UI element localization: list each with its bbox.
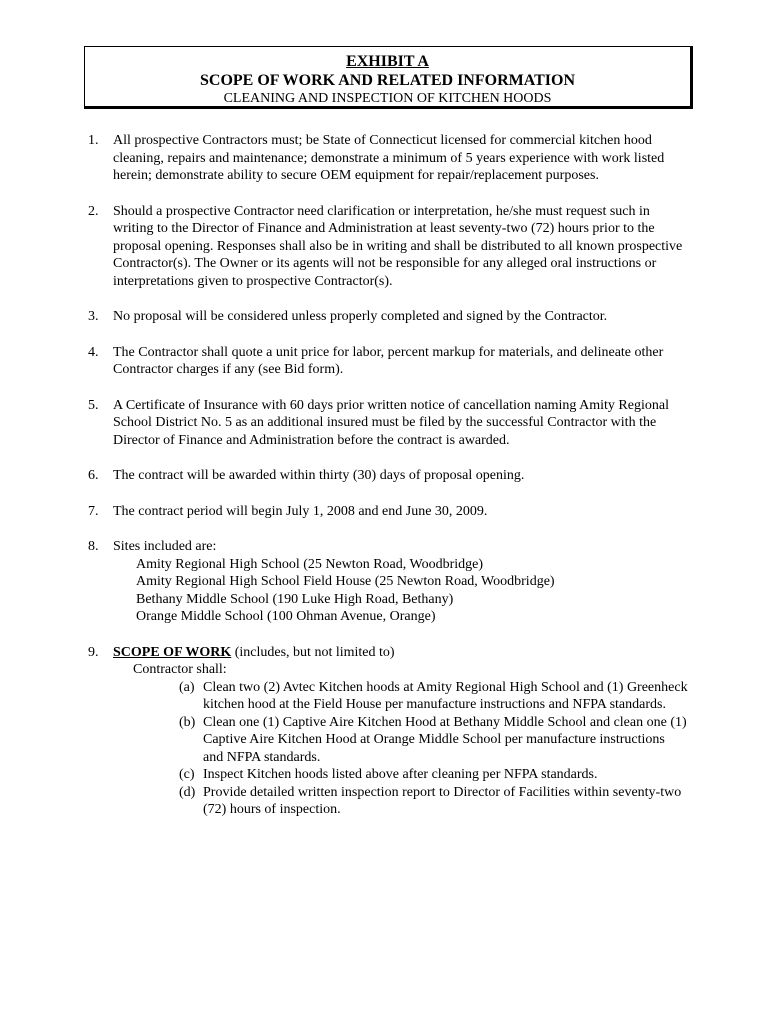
task-text: Clean two (2) Avtec Kitchen hoods at Amity Regional High School and (1) Greenheck kitchen hood at the Field House per manufacture instructions and NFPA standards. [203,679,688,712]
requirements-list [88,132,688,837]
exhibit-header-box [84,46,693,109]
task-text: Inspect Kitchen hoods listed above after cleaning per NFPA standards. [203,767,598,782]
scope-task [113,784,688,819]
list-item [88,467,688,485]
list-item [88,203,688,291]
item-number: 8. [88,539,99,554]
task-label: (b) [179,714,196,730]
scope-item [88,644,688,819]
scope-intro: Contractor shall: [133,662,227,677]
scope-title-suffix: (includes, but not limited to) [231,644,395,660]
item-number: 2. [88,203,99,219]
item-number: 1. [88,133,99,148]
sites-item [88,538,688,626]
item-text: A Certificate of Insurance with 60 days prior written notice of cancellation naming Amity Regional School District No. 5 as an additional insured must be filed by the successful Contractor with the Director of Finance and Administration before the contract is awarded. [113,397,669,448]
task-label: (a) [179,679,195,695]
scope-task [113,714,688,767]
item-text: The contract period will begin July 1, 2008 and end June 30, 2009. [113,503,488,519]
list-item [88,397,688,450]
scope-heading [113,644,688,662]
site-entry: Amity Regional High School (25 Newton Road, Woodbridge) [136,556,484,572]
list-item [88,132,688,185]
item-text: The contract will be awarded within thirty (30) days of proposal opening. [113,468,525,483]
item-number: 7. [88,503,99,519]
exhibit-label: EXHIBIT A [346,53,429,70]
task-label: (d) [179,784,196,800]
item-number: 6. [88,468,99,483]
task-text: Provide detailed written inspection report to Director of Facilities within seventy-two (72) hours of inspection. [203,784,682,817]
scope-title: SCOPE OF WORK [113,644,232,660]
item-number: 9. [88,644,99,660]
site-entry: Bethany Middle School (190 Luke High Road, Bethany) [136,591,454,607]
site-entry: Amity Regional High School Field House (25 Newton Road, Woodbridge) [136,574,555,589]
list-item [88,344,688,379]
item-number: 4. [88,344,99,360]
item-text: All prospective Contractors must; be State of Connecticut licensed for commercial kitchen hood cleaning, repairs and maintenance; demonstrate a minimum of 5 years experience with work listed herein; demonstrate ability to secure OEM equipment for repair/replacement purposes. [113,133,665,183]
item-text: No proposal will be considered unless properly completed and signed by the Contractor. [113,309,608,324]
scope-task [113,679,688,714]
list-item [88,503,688,521]
document-subtitle: CLEANING AND INSPECTION OF KITCHEN HOODS [223,91,552,106]
list-item [88,308,688,326]
document-title: SCOPE OF WORK AND RELATED INFORMATION [200,72,575,89]
scope-task [113,766,688,784]
task-label: (c) [179,767,195,782]
item-number: 5. [88,397,99,413]
site-entry: Orange Middle School (100 Ohman Avenue, Orange) [136,609,436,624]
item-text: The Contractor shall quote a unit price for labor, percent markup for materials, and delineate other Contractor charges if any (see Bid form). [113,344,664,377]
task-text: Clean one (1) Captive Aire Kitchen Hood at Bethany Middle School and clean one (1) Captive Aire Kitchen Hood at Orange Middle School per manufacture instructions and NFPA standards. [203,714,687,765]
item-number: 3. [88,309,99,324]
item-text: Should a prospective Contractor need clarification or interpretation, he/she must request such in writing to the Director of Finance and Administration at least seventy-two (72) hours prior to the proposal opening. Responses shall also be in writing and shall be distributed to all known prospective Contractor(s). The Owner or its agents will not be responsible for any alleged oral instructions or interpretations given to prospective Contractor(s). [113,203,683,289]
sites-intro: Sites included are: [113,539,217,554]
